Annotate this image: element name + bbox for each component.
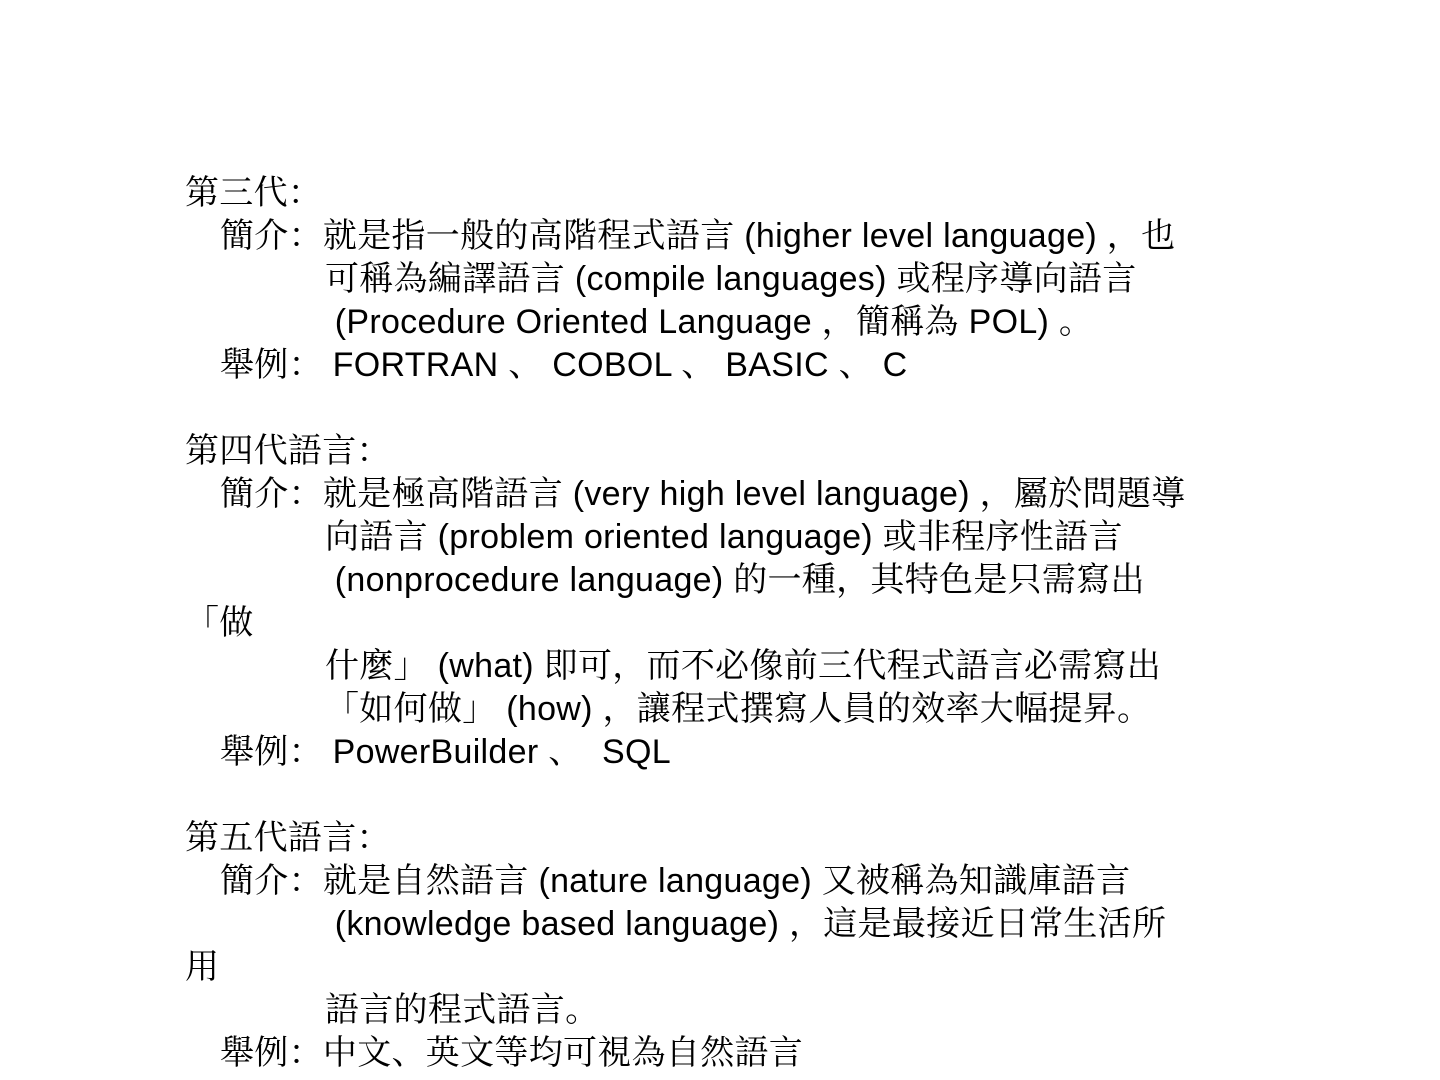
text-line: (nonprocedure language) 的一種，其特色是只需寫出	[325, 561, 1145, 599]
text-line: 向語言 (problem oriented language) 或非程序性語言	[325, 518, 1123, 556]
text-line: 「做	[185, 604, 254, 642]
text-line: 語言的程式語言。	[325, 991, 600, 1029]
text-line: 舉例： FORTRAN 、 COBOL 、 BASIC 、 C	[220, 346, 908, 384]
text-line: (Procedure Oriented Language ，簡稱為 POL) 。	[325, 303, 1094, 341]
text-line: 簡介：就是指一般的高階程式語言 (higher level language) ，也	[220, 217, 1176, 255]
section-gap	[185, 387, 1410, 430]
text-line: 簡介：就是自然語言 (nature language) 又被稱為知識庫語言	[220, 862, 1131, 900]
section-gap	[185, 774, 1410, 817]
text-line: 用	[185, 948, 220, 986]
heading-gen-4: 第四代語言：	[185, 432, 391, 470]
heading-gen-3: 第三代：	[185, 174, 323, 212]
text-line: 簡介：就是極高階語言 (very high level language) ，屬於問題導	[220, 475, 1186, 513]
text-line: 什麼」 (what) 即可，而不必像前三代程式語言必需寫出	[325, 647, 1162, 685]
text-line: 可稱為編譯語言 (compile languages) 或程序導向語言	[325, 260, 1137, 298]
heading-gen-5: 第五代語言：	[185, 819, 391, 857]
text-line: 舉例： PowerBuilder 、 SQL	[220, 733, 671, 771]
text-line: 「如何做」 (how) ，讓程式撰寫人員的效率大幅提昇。	[325, 690, 1152, 728]
text-line: (knowledge based language) ，這是最接近日常生活所	[325, 905, 1167, 943]
text-line: 舉例：中文、英文等均可視為自然語言	[220, 1034, 804, 1072]
